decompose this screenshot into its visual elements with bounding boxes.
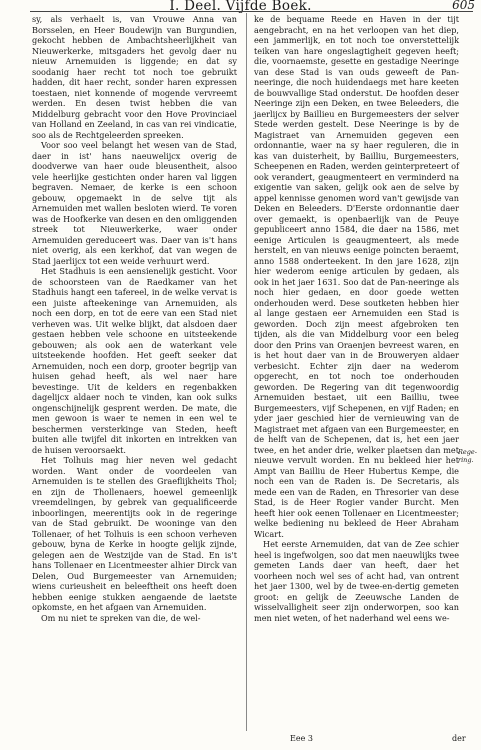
paragraph: Het eerste Arnemuiden, dat van de Zee schier heel is ingefwolgen, soo dat men naeuwlijks twee gemeten Lands daer van heeft, daer het voorheen noch wel ses of acht had, van ontrent het jaer 1300, wel by de twee-en-dertig gemeten groot: en gelijk de Zeeuwsche Landen de wisselvalligheit seer zijn onderworpen, soo kan men niet weten, of het naderhand wel eens we- xyxy=(254,539,459,623)
column-divider xyxy=(246,13,247,731)
paragraph: Voor soo veel belangt het wesen van de Stad, daer in ist' hans naeuwelijcx overig de doodverwe van haer oude bleusentheit, alsoo vele heerlijke gestichten onder haren val liggen begraven. Nemaer, de kerke is een schoon gebouw, opgemaekt in de selve tijt als Arnemuiden met wallen besloten wierd. Te voren was de Hoofkerke van desen en den omliggenden streek tot Nieuwerkerke, waer onder Arnemuiden gereduceert was. Daer van is't hans niet overig, als een kerkhof, dat van wegen de Stad jaerlijcx tot een weide verhuurt werd. xyxy=(32,140,237,266)
paragraph: sy, als verhaelt is, van Vrouwe Anna van Borsselen, en Heer Boudewijn van Burgundien, gekocht hebben de Ambachtsheerlijkheit van Nieuwerkerke, mitsgaders het gevolg daer nu nieuw Arnemuiden is liggende; en dat sy soodanig haer recht tot noch toe gebruikt hadden, dit haer recht, sonder haren expressen toestaen, niet konnende of mogende vervreemt werden. En desen twist hebben die van Middelburg gebracht voor den Hove Provinciael van Holland en Zeeland, in cas van rei vindicatie, soo als de Rechtgeleerden spreeken. xyxy=(32,14,237,140)
header-rule xyxy=(30,11,473,12)
paragraph: Om nu niet te spreken van die, de wel- xyxy=(41,612,201,623)
paragraph: Het Stadhuis is een aensienelijk gesticht. Voor de schoorsteen van de Raedkamer van het Stadhuis hangt een tafereel, in de welke vervat is een juiste afteekeninge van Arnemuiden, als noch een dorp, en tot de eere van een Stad niet verheven was. Uit welke blijkt, dat alsdoen daer gestaen hebben vele schoone en uitsteekende gebouwen; als ook aen de waterkant vele uitsteekende hoofden. Het geeft seeker dat Arnemuiden, noch een dorp, grooter begrijp van huisen gehad heeft, als wel naer hare bevestinge. Uit de kelders en regenbakken dagelijcx aldaer noch te vinden, kan ook sulks ongenschijnelijk gesprent werden. De mate, die men gewoon is waer te nemen in een wel te beschermen versterkinge van Steden, heeft buiten alle twijfel dit inkorten en intrekken van de huisen veroorsaekt. xyxy=(32,266,237,455)
paragraph: Het Tolhuis mag hier neven wel gedacht worden. Want onder de voordeelen van Arnemuiden is te stellen des Graeflijkheits Thol; en zijn de Thollenaers, hoewel gemeenlijk vreemdelingen, by gebrek van gequalificeerde inboorlingen, meerentijts ook in de regeringe van de Stad gebruikt. De wooninge van den Tollenaer, of het Tolhuis is een schoon verheven gebouw, byna de Kerke in hoogte gelijk zijnde, gelegen aen de Westzijde van de Stad. En is't hans Tollenaer en Licentmeester alhier Dirck van Delen, Oud Burgemeester van Arnemuiden; wiens curieusheit en beleeftheit ons heeft doen hebben eenige stukken aengaende de laetste opkomste, en het afgaen van Arnemuiden. xyxy=(32,455,237,612)
page-number: 605 xyxy=(452,0,475,12)
left-column xyxy=(32,14,237,623)
margin-note: Rege-ring. xyxy=(458,448,477,464)
catchword: der xyxy=(452,734,466,743)
running-title: I. Deel. Vijfde Boek. xyxy=(169,0,312,14)
right-column xyxy=(254,14,459,623)
paragraph: ke de bequame Reede en Haven in der tijt aengebracht, en na het verloopen van het diep, een jammerlijk, en tot noch toe onverstettelijk teiken van hare ongeslagtigheit gegeven heeft; die, voornaemste, gesette en gestadige Neeringe van dese Stad is van ouds geweeft de Pan-neeringe, die noch huidendaegs met hare keeten de bouwvallige Stad onderstut. De hoofden deser Neeringe zijn een Deken, en twee Beleeders, die jaerlijcx by Baillieu en Burgemeesters der selver Stede werden gestelt. Dese Neeringe is by de Magistraet van Arnemuiden gegeven een ordonnantie, waer na sy haer reguleren, die in kas van duisterheit, by Bailliu, Burgemeesters, Scheepenen en Raden, werden geinterpreteert of ook verandert, geaugmenteert en verminderd na exigentie van saken, gelijk ook aen de selve by appel kennisse genomen word van't gewijsde van Deken en Beleeders. D'Eerste ordonnantie daer over gemaekt, is openbaerlijk van de Peuye gepubliceert anno 1584, die daer na 1586, met eenige Articulen is geaugmenteert, als mede herstelt, en van nieuws eenige poincten beraemt, anno 1588 onderteekent. In den jare 1628, zijn hier wederom eenige articulen by gedaen, als ook in het jaer 1631. Soo dat de Pan-neeringe als noch hier gedaen, en door goede wetten onderhouden werd. Dese soutketen hebben hier al lange gestaen eer Arnemuiden een Stad is geworden. Doch zijn meest afgebroken ten tijden, als die van Middelburg voor een beleg door den Prins van Oraenjen bevreest waren, en is het hout daer van in de Brouweryen aldaer verbesicht. Echter zijn daer na wederom opgerecht, en tot noch toe onderhouden geworden. De Regering van dit tegenwoordig Arnemuiden bestaet, uit een Bailliu, twee Burgemeesters, vijf Schepenen, en vijf Raden; en yder jaer geschied hier de vernieuwing van de Magistraet met afgaen van een Burgemeester, en de helft van de Schepenen, dat is, het een jaer twee, en het ander drie, welker plaetsen dan met nieuwe vervult worden. En nu bekleed hier het Ampt van Bailliu de Heer Hubertus Kempe, die noch een van de Raden is. De Secretaris, als mede een van de Raden, en Thresorier van dese Stad, is de Heer Rogier vander Burcht. Men heeft hier ook eenen Tollenaer en Licentmeester; welke bediening nu bekleed de Heer Abraham Wicart. xyxy=(254,14,459,539)
signature-mark: Eee 3 xyxy=(290,734,313,743)
